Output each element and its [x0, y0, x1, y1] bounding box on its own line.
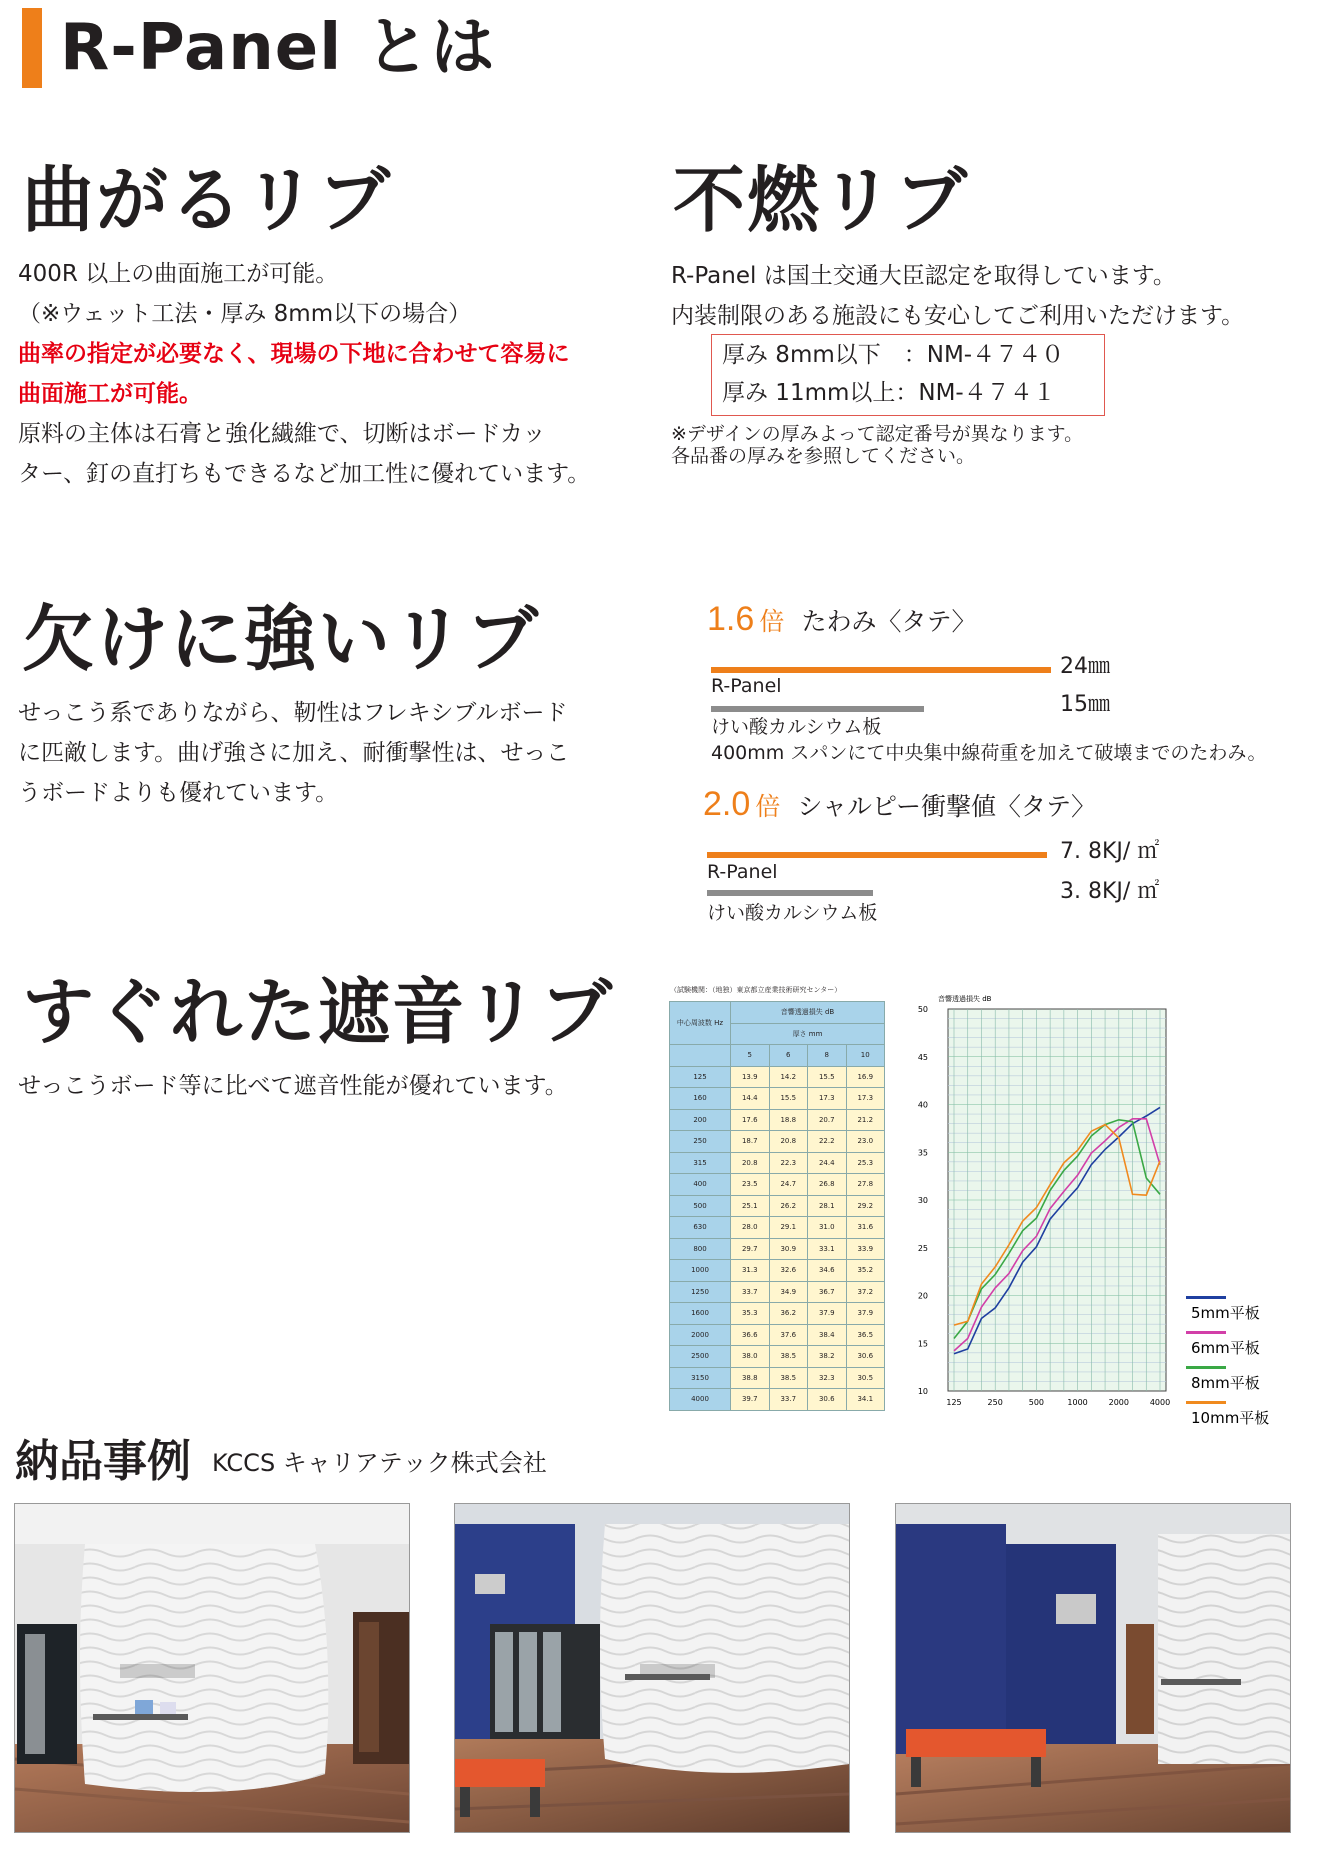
table-cell-value: 23.0	[846, 1131, 885, 1153]
section-title-sound: すぐれた遮音リブ	[22, 970, 615, 1054]
comparison-note: 400mm スパンにて中央集中線荷重を加えて破壊までのたわみ。	[711, 742, 1267, 764]
photo-3-illustration	[896, 1504, 1290, 1832]
reference-bar	[711, 706, 924, 712]
cases-company: KCCS キャリアテック株式会社	[212, 1449, 547, 1477]
table-cell-value: 28.0	[731, 1217, 770, 1239]
y-tick-label: 20	[917, 1291, 928, 1301]
y-tick-label: 25	[917, 1243, 928, 1253]
y-tick-label: 40	[917, 1100, 928, 1110]
table-cell-value: 35.3	[731, 1303, 770, 1325]
table-header-blank	[670, 1045, 731, 1067]
legend-swatch	[1186, 1331, 1226, 1334]
legend-label: 6mm平板	[1191, 1339, 1260, 1357]
factor-value: 2.0	[703, 785, 751, 823]
bend-line: 原料の主体は石膏と強化繊維で、切断はボードカッ	[18, 421, 546, 447]
table-cell-value: 39.7	[731, 1389, 770, 1411]
table-cell-value: 31.3	[731, 1260, 770, 1282]
photo-2-illustration	[455, 1504, 849, 1832]
table-cell-value: 30.9	[769, 1238, 808, 1260]
x-tick-label: 500	[1028, 1398, 1045, 1407]
factor-value: 1.6	[707, 600, 755, 638]
legend-swatch	[1186, 1296, 1226, 1299]
table-cell-value: 17.3	[808, 1088, 847, 1110]
table-cell-frequency: 1250	[670, 1281, 731, 1303]
title-accent-bar	[22, 8, 42, 88]
fire-line: 内装制限のある施設にも安心してご利用いただけます。	[671, 303, 1245, 329]
table-cell-value: 21.2	[846, 1109, 885, 1131]
table-cell-value: 38.5	[769, 1346, 808, 1368]
table-cell-value: 17.6	[731, 1109, 770, 1131]
table-cell-value: 36.2	[769, 1303, 808, 1325]
table-cell-frequency: 2500	[670, 1346, 731, 1368]
legend-swatch	[1186, 1401, 1226, 1404]
table-cell-frequency: 160	[670, 1088, 731, 1110]
table-cell-value: 37.9	[808, 1303, 847, 1325]
factor-unit: 倍	[759, 608, 785, 636]
table-cell-value: 37.9	[846, 1303, 885, 1325]
x-tick-label: 250	[987, 1398, 1003, 1407]
table-cell-value: 14.2	[769, 1066, 808, 1088]
legend-label: 8mm平板	[1191, 1374, 1260, 1392]
table-cell-frequency: 800	[670, 1238, 731, 1260]
rpanel-value: 7. 8KJ/ ㎡	[1060, 839, 1160, 864]
table-cell-value: 29.1	[769, 1217, 808, 1239]
table-row	[670, 1281, 885, 1303]
table-cell-frequency: 250	[670, 1131, 731, 1153]
table-cell-value: 35.2	[846, 1260, 885, 1282]
table-row	[670, 1109, 885, 1131]
certification-box	[711, 334, 1105, 416]
table-cell-frequency: 125	[670, 1066, 731, 1088]
table-cell-value: 28.1	[808, 1195, 847, 1217]
table-header-freq: 中心周波数 Hz	[670, 1002, 731, 1045]
table-row	[670, 1217, 885, 1239]
table-cell-value: 29.2	[846, 1195, 885, 1217]
table-cell-value: 30.6	[846, 1346, 885, 1368]
legend-label: 10mm平板	[1191, 1409, 1270, 1427]
table-cell-value: 38.0	[731, 1346, 770, 1368]
metric-label: たわみ〈タテ〉	[801, 607, 977, 636]
table-row	[670, 1131, 885, 1153]
table-row	[670, 1324, 885, 1346]
table-row	[670, 1088, 885, 1110]
x-tick-label: 2000	[1108, 1398, 1129, 1407]
table-cell-value: 30.6	[808, 1389, 847, 1411]
table-thickness-header: 10	[846, 1045, 885, 1067]
sound-transmission-chart	[900, 985, 1305, 1427]
sound-line: せっこうボード等に比べて遮音性能が優れています。	[18, 1073, 568, 1099]
fire-note: 各品番の厚みを参照してください。	[671, 445, 976, 467]
table-cell-value: 38.4	[808, 1324, 847, 1346]
table-row	[670, 1174, 885, 1196]
table-cell-value: 36.7	[808, 1281, 847, 1303]
table-cell-value: 20.7	[808, 1109, 847, 1131]
table-cell-value: 33.1	[808, 1238, 847, 1260]
table-cell-frequency: 3150	[670, 1367, 731, 1389]
table-cell-value: 37.6	[769, 1324, 808, 1346]
fire-notes	[671, 423, 1083, 467]
table-cell-value: 36.5	[846, 1324, 885, 1346]
y-tick-label: 45	[917, 1052, 928, 1062]
table-row	[670, 1152, 885, 1174]
reference-label: けい酸カルシウム板	[707, 902, 878, 924]
reference-bar	[707, 890, 873, 896]
page-title: R-Panel とは	[60, 11, 496, 85]
table-row	[670, 1346, 885, 1368]
comparison-charpy	[703, 785, 1096, 824]
table-caption: （試験機関：（地独）東京都立産業技術研究センター）	[670, 986, 842, 994]
section-title-strong: 欠けに強いリブ	[22, 597, 541, 681]
table-cell-frequency: 4000	[670, 1389, 731, 1411]
table-row	[670, 1303, 885, 1325]
table-cell-value: 20.8	[731, 1152, 770, 1174]
table-cell-value: 30.5	[846, 1367, 885, 1389]
table-thickness-header: 5	[731, 1045, 770, 1067]
fire-text	[671, 256, 1311, 336]
table-cell-frequency: 315	[670, 1152, 731, 1174]
table-row	[670, 1260, 885, 1282]
table-row	[670, 1238, 885, 1260]
rpanel-bar	[711, 667, 1051, 673]
table-cell-frequency: 1000	[670, 1260, 731, 1282]
table-cell-value: 29.7	[731, 1238, 770, 1260]
table-cell-frequency: 630	[670, 1217, 731, 1239]
y-tick-label: 15	[917, 1339, 928, 1349]
table-row	[670, 1195, 885, 1217]
table-cell-value: 38.8	[731, 1367, 770, 1389]
bend-line: 400R 以上の曲面施工が可能。	[18, 261, 339, 287]
strong-line: うボードよりも優れています。	[18, 780, 339, 806]
table-cell-value: 33.9	[846, 1238, 885, 1260]
table-cell-value: 38.5	[769, 1367, 808, 1389]
table-cell-value: 31.0	[808, 1217, 847, 1239]
factor-unit: 倍	[755, 793, 781, 821]
bend-line: ター、釘の直打ちもできるなど加工性に優れています。	[18, 461, 591, 487]
table-cell-value: 23.5	[731, 1174, 770, 1196]
bend-red-line: 曲率の指定が必要なく、現場の下地に合わせて容易に	[18, 341, 570, 367]
table-cell-value: 38.2	[808, 1346, 847, 1368]
table-cell-value: 27.8	[846, 1174, 885, 1196]
table-cell-value: 25.3	[846, 1152, 885, 1174]
case-photo-2	[454, 1503, 850, 1833]
table-cell-value: 36.6	[731, 1324, 770, 1346]
section-title-fire: 不燃リブ	[673, 158, 970, 242]
fire-note: ※デザインの厚みよって認定番号が異なります。	[671, 423, 1084, 445]
fire-line: R-Panel は国土交通大臣認定を取得しています。	[671, 263, 1176, 289]
table-cell-value: 31.6	[846, 1217, 885, 1239]
y-axis-label: 音響透過損失 dB	[938, 995, 992, 1003]
sound-text	[18, 1066, 648, 1106]
photo-1-illustration	[15, 1504, 409, 1832]
table-cell-value: 15.5	[808, 1066, 847, 1088]
table-cell-value: 34.1	[846, 1389, 885, 1411]
table-cell-value: 33.7	[731, 1281, 770, 1303]
table-cell-value: 15.5	[769, 1088, 808, 1110]
sound-table	[669, 1001, 885, 1411]
table-cell-value: 33.7	[769, 1389, 808, 1411]
table-cell-value: 34.9	[769, 1281, 808, 1303]
x-tick-label: 4000	[1149, 1398, 1171, 1407]
strong-line: に匹敵します。曲げ強さに加え、耐衝撃性は、せっこ	[18, 740, 570, 766]
metric-label: シャルピー衝撃値〈タテ〉	[797, 792, 1096, 821]
table-cell-value: 24.7	[769, 1174, 808, 1196]
table-cell-value: 18.8	[769, 1109, 808, 1131]
reference-value: 15㎜	[1060, 692, 1110, 717]
table-cell-value: 32.3	[808, 1367, 847, 1389]
comparison-deflection	[707, 600, 976, 639]
table-cell-value: 17.3	[846, 1088, 885, 1110]
table-cell-value: 24.4	[808, 1152, 847, 1174]
rpanel-label: R-Panel	[707, 861, 778, 883]
rpanel-label: R-Panel	[711, 675, 782, 697]
rpanel-bar	[707, 852, 1047, 858]
cases-title: 納品事例	[15, 1436, 191, 1487]
y-tick-label: 10	[917, 1387, 928, 1396]
table-cell-frequency: 400	[670, 1174, 731, 1196]
table-cell-value: 14.4	[731, 1088, 770, 1110]
table-row	[670, 1367, 885, 1389]
table-cell-value: 22.3	[769, 1152, 808, 1174]
table-cell-frequency: 2000	[670, 1324, 731, 1346]
case-photo-1	[14, 1503, 410, 1833]
table-header-loss: 音響透過損失 dB	[731, 1002, 885, 1024]
table-cell-value: 26.2	[769, 1195, 808, 1217]
case-photo-3	[895, 1503, 1291, 1833]
table-row	[670, 1066, 885, 1088]
y-tick-label: 50	[917, 1005, 928, 1014]
bend-text	[18, 254, 648, 494]
table-cell-value: 34.6	[808, 1260, 847, 1282]
cert-row: 厚み 8mm以下 ：NM-４７４０	[722, 342, 1065, 368]
table-cell-value: 16.9	[846, 1066, 885, 1088]
table-cell-value: 32.6	[769, 1260, 808, 1282]
table-cell-value: 26.8	[808, 1174, 847, 1196]
strong-text	[18, 693, 648, 813]
table-cell-value: 37.2	[846, 1281, 885, 1303]
table-cell-frequency: 200	[670, 1109, 731, 1131]
table-row	[670, 1389, 885, 1411]
table-cell-frequency: 1600	[670, 1303, 731, 1325]
y-tick-label: 30	[917, 1196, 928, 1205]
bend-red-line: 曲面施工が可能。	[18, 381, 202, 407]
table-thickness-header: 6	[769, 1045, 808, 1067]
table-thickness-header: 8	[808, 1045, 847, 1067]
table-cell-value: 13.9	[731, 1066, 770, 1088]
table-cell-frequency: 500	[670, 1195, 731, 1217]
table-cell-value: 25.1	[731, 1195, 770, 1217]
table-header-thickness: 厚さ mm	[731, 1023, 885, 1045]
rpanel-value: 24㎜	[1060, 654, 1110, 679]
legend-swatch	[1186, 1366, 1226, 1369]
bend-line: （※ウェット工法・厚み 8mm以下の場合）	[18, 301, 472, 327]
cert-row: 厚み 11mm以上：NM-４７４１	[722, 380, 1056, 406]
x-tick-label: 125	[946, 1398, 962, 1407]
table-cell-value: 20.8	[769, 1131, 808, 1153]
reference-value: 3. 8KJ/ ㎡	[1060, 879, 1160, 904]
x-tick-label: 1000	[1067, 1398, 1088, 1407]
legend-label: 5mm平板	[1191, 1304, 1260, 1322]
table-cell-value: 18.7	[731, 1131, 770, 1153]
section-title-bend: 曲がるリブ	[22, 158, 393, 242]
y-tick-label: 35	[917, 1148, 928, 1158]
reference-label: けい酸カルシウム板	[711, 716, 882, 738]
table-cell-value: 22.2	[808, 1131, 847, 1153]
strong-line: せっこう系でありながら、靭性はフレキシブルボード	[18, 700, 568, 726]
